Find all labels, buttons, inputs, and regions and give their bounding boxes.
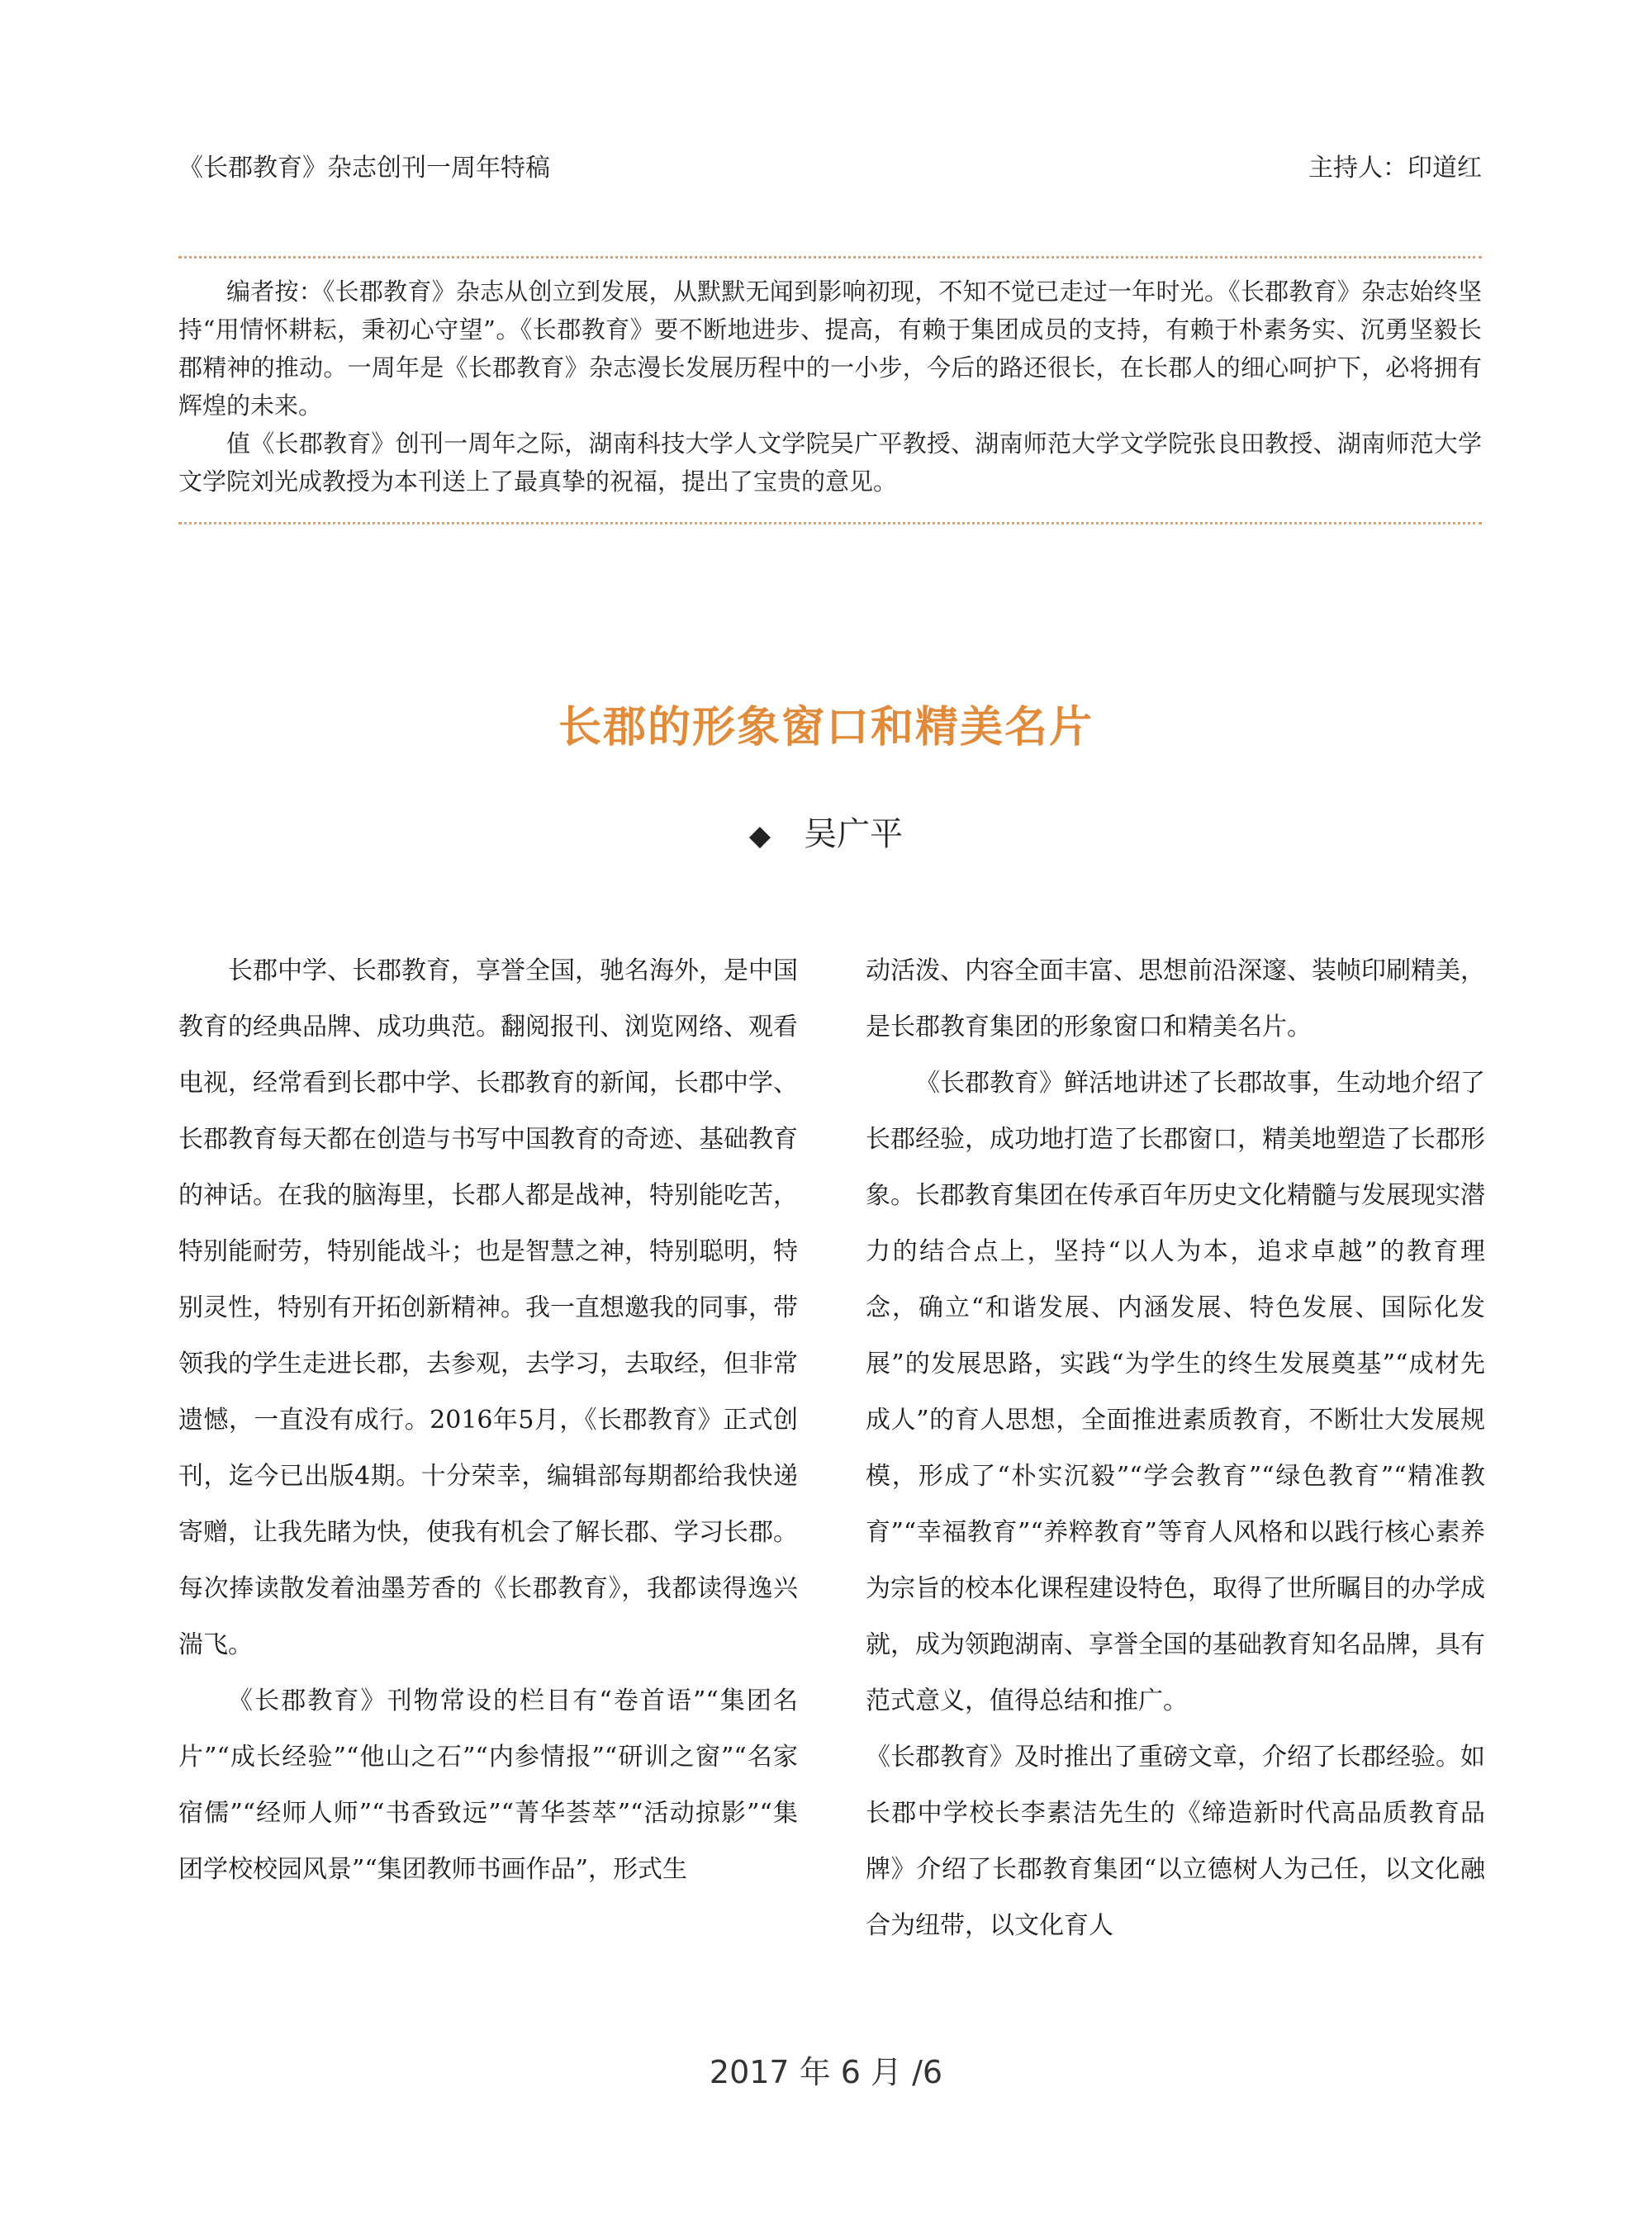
editor-note-paragraph: 值《长郡教育》创刊一周年之际，湖南科技大学人文学院吴广平教授、湖南师范大学文学院张良田教授、湖南师范大学文学院刘光成教授为本刊送上了最真挚的祝福，提出了宝贵的意见。 — [178, 429, 1482, 496]
article-left-column — [178, 943, 798, 1898]
article-right-column — [866, 943, 1485, 1954]
editor-note — [178, 273, 1482, 501]
byline — [0, 808, 1652, 855]
body-paragraph-continued: 动活泼、内容全面丰富、思想前沿深邃、装帧印刷精美，是长郡教育集团的形象窗口和精美名片。 — [866, 956, 1485, 1041]
article-title: 长郡的形象窗口和精美名片 — [558, 702, 1094, 752]
body-paragraph: 《长郡教育》鲜活地讲述了长郡故事，生动地介绍了长郡经验，成功地打造了长郡窗口，精美地塑造了长郡形象。长郡教育集团在传承百年历史文化精髓与发展现实潜力的结合点上，坚持“以人为本，追求卓越”的教育理念，确立“和谐发展、内涵发展、特色发展、国际化发展”的发展思路，实践“为学生的终生发展奠基”“成材先成人”的育人思想，全面推进素质教育，不断壮大发展规模，形成了“朴实沉毅”“学会教育”“绿色教育”“精准教育”“幸福教育”“养粹教育”等育人风格和以践行核心素养为宗旨的校本化课程建设特色，取得了世所瞩目的办学成就，成为领跑湖南、享誉全国的基础教育知名品牌，具有范式意义，值得总结和推广。 — [866, 1069, 1485, 1715]
running-header-host: 主持人：印道红 — [1308, 154, 1482, 183]
editor-note-bottom-divider — [178, 522, 1482, 524]
body-paragraph: 《长郡教育》刊物常设的栏目有“卷首语”“集团名片”“成长经验”“他山之石”“内参情报”“研训之窗”“名家宿儒”“经师人师”“书香致远”“菁华荟萃”“活动掠影”“集团学校校园风景”“集团教师书画作品”，形式生 — [178, 1687, 798, 1884]
body-paragraph: 长郡中学、长郡教育，享誉全国，驰名海外，是中国教育的经典品牌、成功典范。翻阅报刊、浏览网络、观看电视，经常看到长郡中学、长郡教育的新闻，长郡中学、长郡教育每天都在创造与书写中国教育的奇迹、基础教育的神话。在我的脑海里，长郡人都是战神，特别能吃苦，特别能耐劳，特别能战斗；也是智慧之神，特别聪明，特别灵性，特别有开拓创新精神。我一直想邀我的同事，带领我的学生走进长郡，去参观，去学习，去取经，但非常遗憾，一直没有成行。2016年5月，《长郡教育》正式创刊，迄今已出版4期。十分荣幸，编辑部每期都给我快递寄赠，让我先睹为快，使我有机会了解长郡、学习长郡。每次捧读散发着油墨芳香的《长郡教育》，我都读得逸兴湍飞。 — [178, 956, 798, 1659]
author-name: 吴广平 — [804, 815, 904, 853]
body-paragraph-tail: 《长郡教育》及时推出了重磅文章，介绍了长郡经验。如长郡中学校长李素洁先生的《缔造新时代高品质教育品牌》介绍了长郡教育集团“以立德树人为己任，以文化融合为纽带，以文化育人 — [866, 1743, 1485, 1940]
running-header-title: 《长郡教育》杂志创刊一周年特稿 — [178, 154, 550, 183]
editor-note-top-divider — [178, 256, 1482, 259]
editor-note-paragraph: 编者按：《长郡教育》杂志从创立到发展，从默默无闻到影响初现，不知不觉已走过一年时光。《长郡教育》杂志始终坚持“用情怀耕耘，秉初心守望”。《长郡教育》要不断地进步、提高，有赖于集团成员的支持，有赖于朴素务实、沉勇坚毅长郡精神的推动。一周年是《长郡教育》杂志漫长发展历程中的一小步，今后的路还很长，在长郡人的细心呵护下，必将拥有辉煌的未来。 — [178, 278, 1482, 420]
page-footer: 2017 年 6 月 /6 — [709, 2054, 943, 2090]
diamond-icon: ◆ — [748, 819, 771, 852]
